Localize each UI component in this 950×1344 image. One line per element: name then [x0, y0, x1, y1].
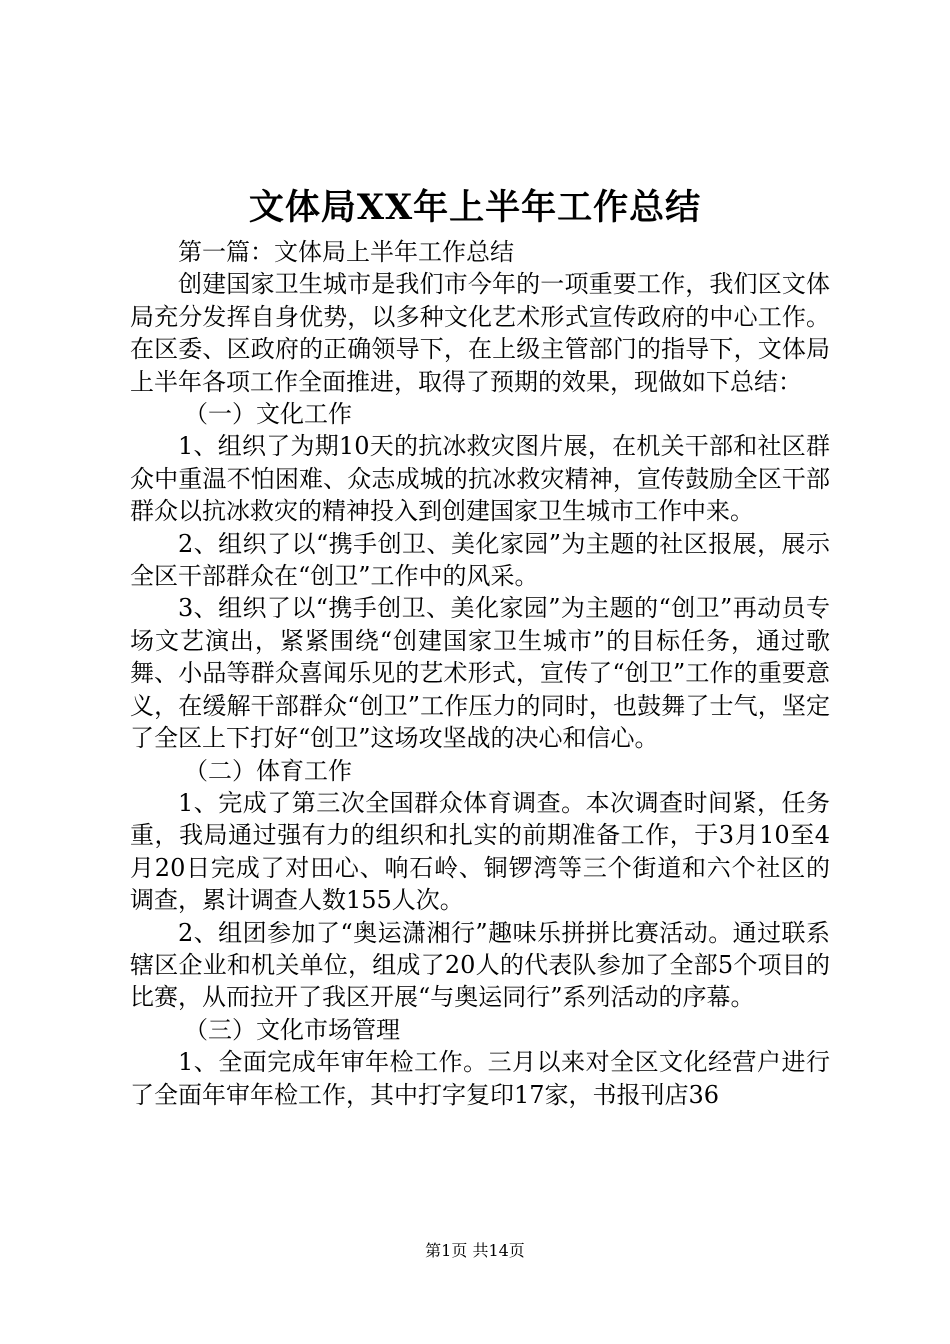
culture-item-3: 3、组织了以“携手创卫、美化家园”为主题的“创卫”再动员专场文艺演出，紧紧围绕“创建国家卫生城市”的目标任务，通过歌舞、小品等群众喜闻乐见的艺术形式，宣传了“创卫”工作的重要意义，在缓解干部群众“创卫”工作压力的同时，也鼓舞了士气，坚定了全区上下打好“创卫”这场攻坚战的决心和信心。: [130, 594, 830, 753]
section-title: 第一篇：文体局上半年工作总结: [178, 238, 514, 266]
section-heading-market: （三）文化市场管理: [184, 1015, 400, 1044]
sports-item-2: 2、组团参加了“奥运潇湘行”趣味乐拼拼比赛活动。通过联系辖区企业和机关单位，组成了20人的代表队参加了全部5个项目的比赛，从而拉开了我区开展“与奥运同行”系列活动的序幕。: [130, 918, 830, 1012]
sports-item-1: 1、完成了第三次全国群众体育调查。本次调查时间紧，任务重，我局通过强有力的组织和扎实的前期准备工作，于3月10至4月20日完成了对田心、响石岭、铜锣湾等三个街道和六个社区的调查，累计调查人数155人次。: [130, 788, 830, 915]
document-title: 文体局XX年上半年工作总结: [248, 187, 702, 228]
culture-item-2: 2、组织了以“携手创卫、美化家园”为主题的社区报展，展示全区干部群众在“创卫”工作中的风采。: [130, 529, 830, 591]
document-body: [130, 236, 830, 1111]
culture-item-1: 1、组织了为期10天的抗冰救灾图片展，在机关干部和社区群众中重温不怕困难、众志成城的抗冰救灾精神，宣传鼓励全区干部群众以抗冰救灾的精神投入到创建国家卫生城市工作中来。: [130, 432, 830, 526]
intro-paragraph: 创建国家卫生城市是我们市今年的一项重要工作，我们区文体局充分发挥自身优势，以多种文化艺术形式宣传政府的中心工作。在区委、区政府的正确领导下，在上级主管部门的指导下，文体局上半年各项工作全面推进，取得了预期的效果，现做如下总结：: [130, 270, 830, 396]
section-heading-culture: （一）文化工作: [184, 400, 352, 429]
market-item-1: 1、全面完成年审年检工作。三月以来对全区文化经营户进行了全面年审年检工作，其中打字复印17家，书报刊店36: [130, 1048, 830, 1109]
page-footer: 第1页 共14页: [425, 1241, 525, 1260]
section-heading-sports: （二）体育工作: [184, 756, 352, 785]
